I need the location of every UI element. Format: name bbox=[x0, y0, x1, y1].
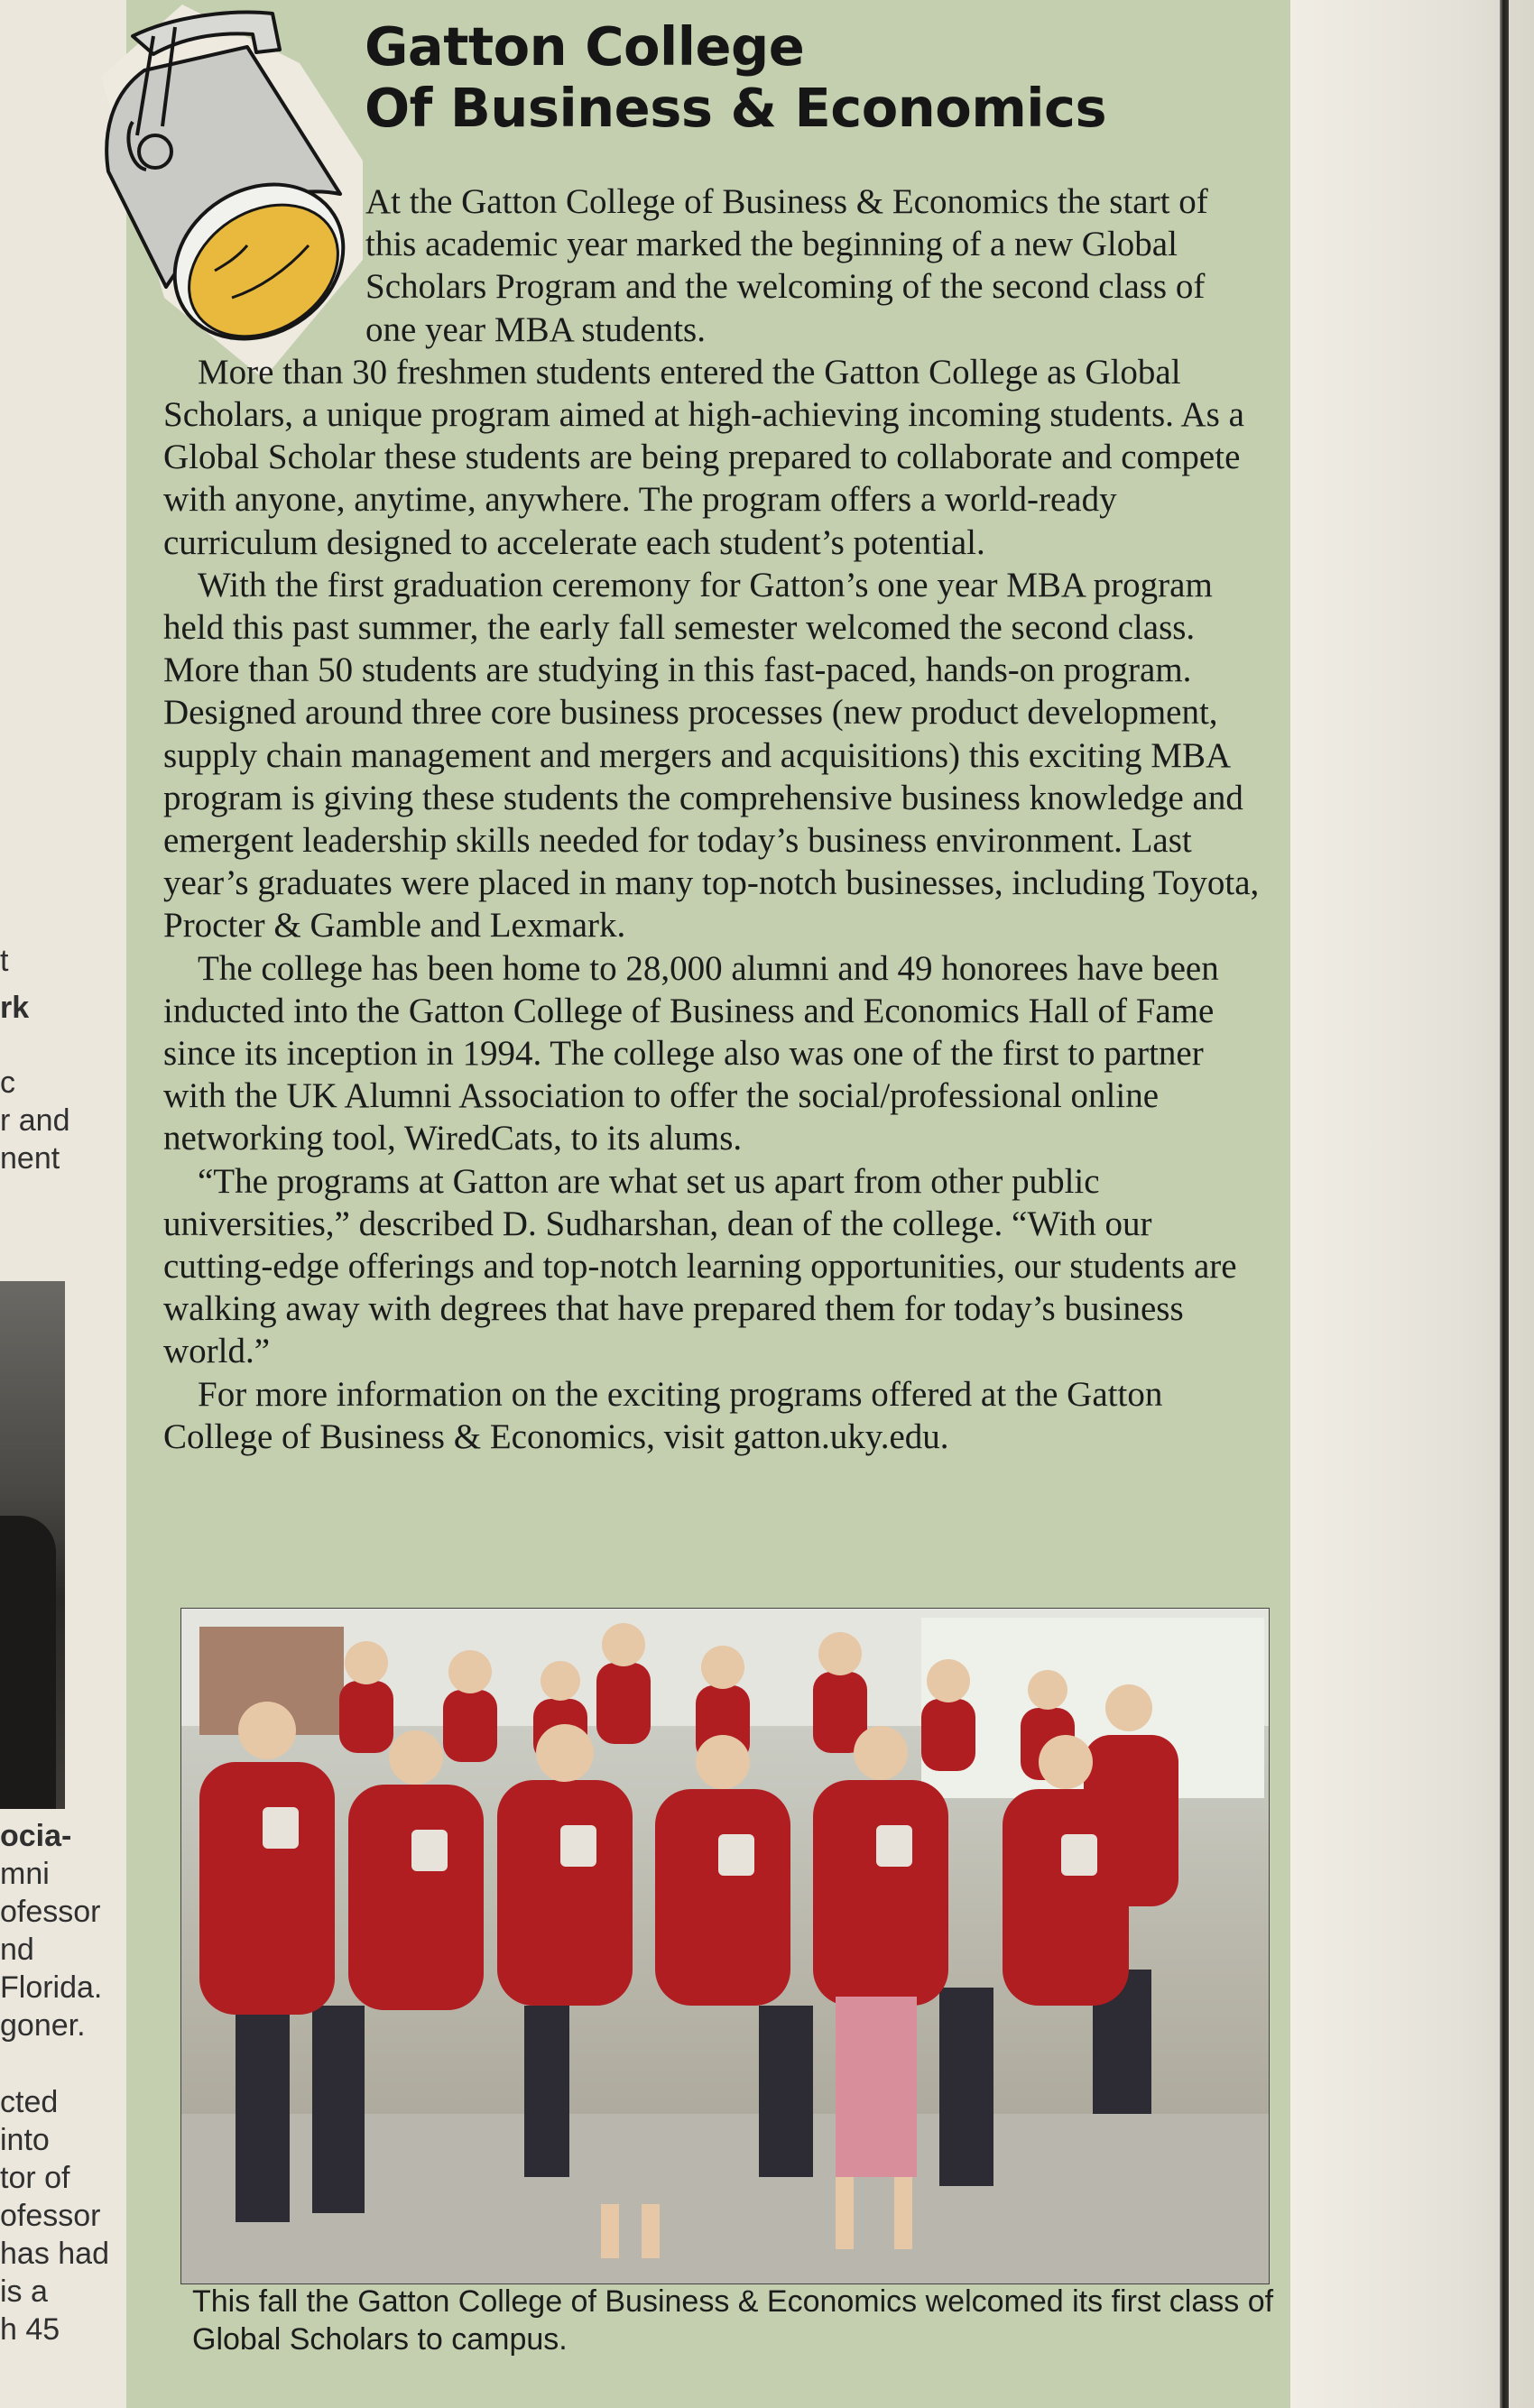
portrait-photo-fragment bbox=[0, 1281, 65, 1809]
fragment-text: ocia- bbox=[0, 1819, 72, 1853]
photo-caption: This fall the Gatton College of Business & Economics welcomed its first class of Global Scholars to campus. bbox=[192, 2284, 1274, 2357]
fragment-text: r and bbox=[0, 1103, 70, 1138]
fragment-text: h 45 bbox=[0, 2312, 60, 2347]
fragment-text: mni bbox=[0, 1857, 50, 1891]
fragment-text: ofessor bbox=[0, 2199, 101, 2233]
article-body bbox=[163, 180, 1264, 1458]
article-paragraph: More than 30 freshmen students entered the Gatton College as Global Scholars, a unique program aimed at high-achieving incoming students. As a Global Scholar these students are being prepared to collaborate and compete with anyone, anytime, anywhere. The program offers a world-ready curriculum designed to accelerate each student’s potential. bbox=[163, 352, 1244, 562]
article-title bbox=[365, 16, 1106, 139]
article-paragraph: For more information on the exciting programs offered at the Gatton College of Business & Economics, visit gatton.uky.edu. bbox=[163, 1374, 1163, 1456]
fragment-text: nd bbox=[0, 1933, 34, 1967]
fragment-text: rk bbox=[0, 991, 30, 1025]
article-paragraph: At the Gatton College of Business & Economics the start of this academic year marked the beginning of a new Global Scholars Program and the welcoming of the second class of one year MBA students. bbox=[365, 182, 1208, 349]
fragment-text: is a bbox=[0, 2274, 48, 2309]
title-line-2: Of Business & Economics bbox=[365, 77, 1107, 139]
article-paragraph: With the first graduation ceremony for Gatton’s one year MBA program held this past summer, the early fall semester welcomed the second class. More than 50 students are studying in this fast-paced, hands-on program. Designed around three core business processes (new product development, supply chain management and mergers and acquisitions) this exciting MBA program is giving these students the comprehensive business knowledge and emergent leadership skills needed for today’s business environment. Last year’s graduates were placed in many top-notch businesses, including Toyota, Procter & Gamble and Lexmark. bbox=[163, 565, 1260, 946]
fragment-text: has had bbox=[0, 2237, 109, 2271]
group-photo-illustration bbox=[181, 1609, 1269, 2283]
title-line-1: Gatton College bbox=[365, 15, 805, 78]
adjacent-page-edge bbox=[1290, 0, 1534, 2408]
article-paragraph: “The programs at Gatton are what set us apart from other public universities,” described D. Sudharshan, dean of the college. “With our cutting-edge offerings and top-notch learning opportunities, our students are walking away with degrees that have prepared them for today’s business world.” bbox=[163, 1161, 1237, 1371]
fragment-text: into bbox=[0, 2123, 50, 2157]
fragment-text: tor of bbox=[0, 2161, 70, 2195]
fragment-text: nent bbox=[0, 1141, 60, 1176]
fragment-text: goner. bbox=[0, 2008, 86, 2043]
fragment-text: Florida. bbox=[0, 1970, 103, 2005]
fragment-text: cted bbox=[0, 2085, 59, 2119]
binding-gutter bbox=[1500, 0, 1509, 2408]
article-paragraph: The college has been home to 28,000 alumni and 49 honorees have been inducted into the Gatton College of Business and Economics Hall of Fame since its inception in 1994. The college also was one of the first to partner with the UK Alumni Association to offer the social/professional online networking tool, WiredCats, to its alums. bbox=[163, 948, 1219, 1158]
fragment-text: ofessor bbox=[0, 1895, 101, 1929]
fragment-text: t bbox=[0, 944, 9, 978]
fragment-text: c bbox=[0, 1066, 15, 1100]
group-photo bbox=[180, 1608, 1270, 2284]
